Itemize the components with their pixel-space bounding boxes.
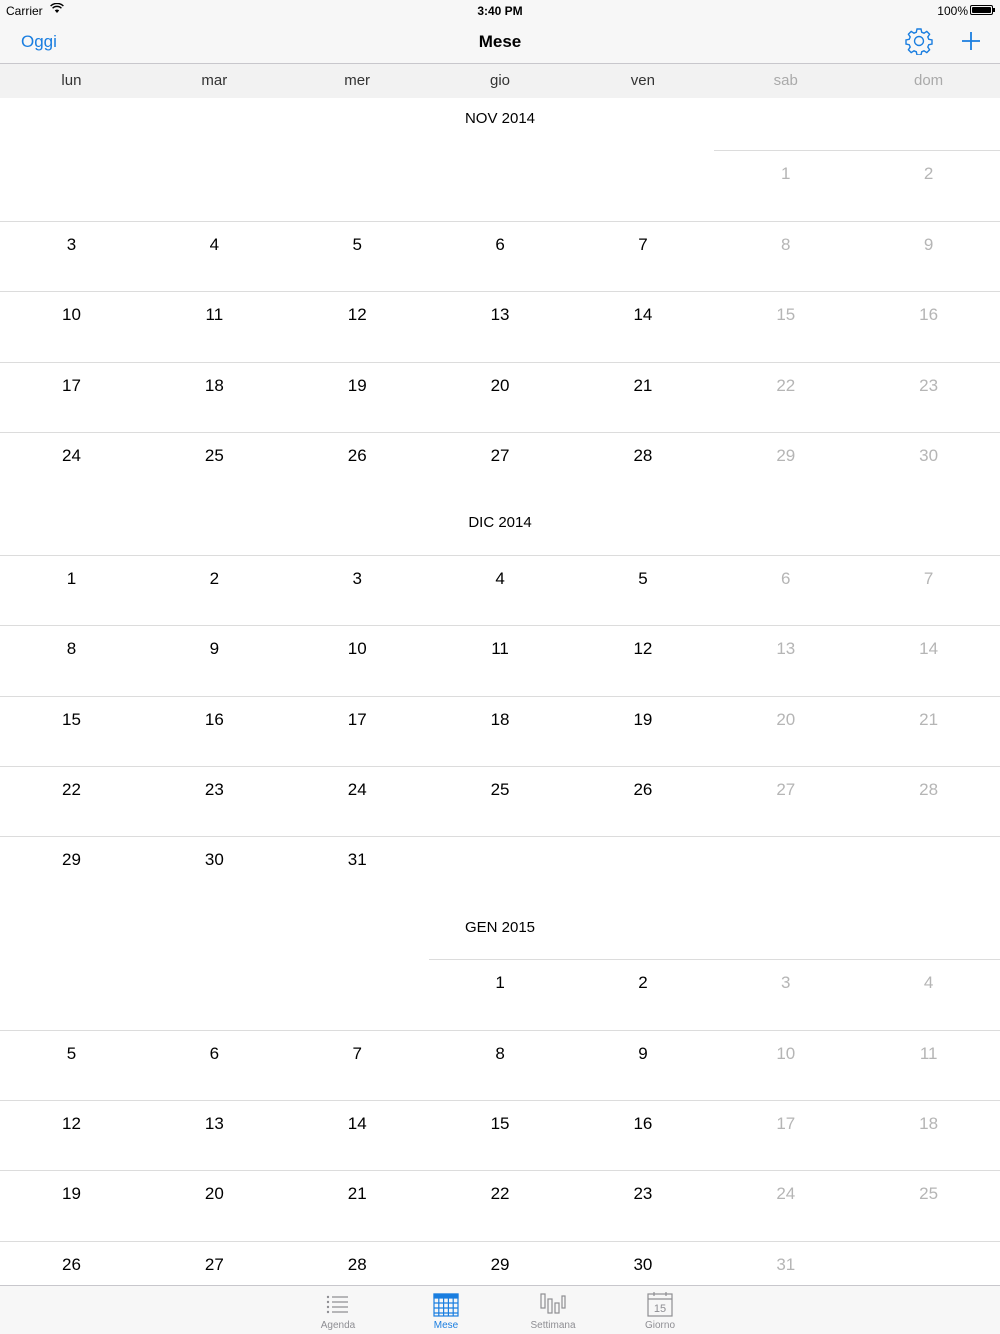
weekday-label: mar — [201, 72, 228, 89]
day-cell[interactable]: 4 — [923, 973, 934, 993]
day-cell[interactable]: 17 — [347, 709, 367, 729]
day-cell[interactable]: 5 — [66, 1043, 77, 1063]
day-calendar-icon — [647, 1291, 673, 1317]
tab-agenda[interactable] — [298, 1286, 378, 1334]
day-cell[interactable]: 24 — [347, 780, 367, 799]
weekday-label: lun — [61, 72, 82, 89]
day-cell[interactable]: 30 — [633, 1254, 653, 1274]
tab-label: Settimana — [530, 1320, 576, 1331]
day-cell[interactable]: 26 — [347, 446, 367, 465]
day-cell[interactable]: 2 — [638, 973, 648, 993]
day-cell[interactable]: 1 — [66, 568, 77, 588]
day-cell[interactable]: 20 — [776, 709, 796, 729]
day-cell[interactable]: 8 — [66, 639, 77, 659]
weekday-label: ven — [630, 72, 655, 89]
day-cell[interactable]: 21 — [919, 709, 939, 729]
battery-icon — [970, 5, 993, 15]
day-cell[interactable]: 21 — [347, 1184, 367, 1204]
day-cell[interactable]: 1 — [781, 164, 791, 184]
day-cell[interactable]: 6 — [781, 568, 791, 588]
month-grid-icon — [433, 1291, 459, 1317]
day-cell[interactable]: 23 — [919, 375, 939, 395]
day-cell[interactable]: 11 — [205, 305, 224, 325]
tab-bar — [0, 1285, 1000, 1334]
day-cell[interactable]: 29 — [776, 446, 796, 465]
day-cell[interactable]: 10 — [347, 639, 367, 659]
week-separator — [0, 221, 1000, 222]
week-separator — [0, 1030, 1000, 1031]
day-cell[interactable]: 3 — [781, 973, 791, 993]
day-cell[interactable]: 20 — [204, 1184, 224, 1204]
day-cell[interactable]: 7 — [352, 1043, 362, 1063]
tab-label: Agenda — [320, 1320, 356, 1331]
day-cell[interactable]: 19 — [62, 1184, 81, 1204]
day-cell[interactable]: 11 — [919, 1043, 938, 1063]
day-cell[interactable]: 8 — [781, 234, 791, 254]
day-cell[interactable]: 12 — [62, 1114, 81, 1133]
day-cell[interactable]: 7 — [923, 568, 934, 588]
day-cell[interactable]: 4 — [495, 568, 505, 588]
day-cell[interactable]: 20 — [490, 375, 510, 395]
week-separator — [429, 959, 1000, 960]
day-cell[interactable]: 27 — [776, 780, 796, 799]
day-cell[interactable]: 23 — [633, 1184, 653, 1204]
tab-label: Giorno — [644, 1320, 675, 1331]
month-title: GEN 2015 — [464, 918, 536, 936]
svg-text:15: 15 — [653, 1303, 667, 1315]
day-cell[interactable]: 29 — [490, 1254, 510, 1274]
day-cell[interactable]: 18 — [204, 375, 224, 395]
week-separator — [0, 836, 1000, 837]
day-cell[interactable]: 7 — [638, 234, 648, 254]
day-cell[interactable]: 1 — [495, 973, 505, 993]
day-cell[interactable]: 3 — [352, 568, 362, 588]
status-time: 3:40 PM — [477, 4, 523, 18]
day-cell[interactable]: 12 — [633, 639, 653, 659]
day-cell[interactable]: 18 — [490, 709, 510, 729]
day-cell[interactable]: 22 — [490, 1184, 510, 1204]
week-separator — [0, 766, 1000, 767]
day-cell[interactable]: 18 — [919, 1114, 939, 1133]
day-cell[interactable]: 22 — [62, 780, 81, 799]
week-separator — [714, 150, 1000, 151]
week-separator — [0, 555, 1000, 556]
day-cell[interactable]: 28 — [919, 780, 939, 799]
day-cell[interactable]: 27 — [490, 446, 510, 465]
day-cell[interactable]: 16 — [919, 305, 939, 325]
day-cell[interactable]: 23 — [204, 780, 224, 799]
day-cell[interactable]: 25 — [204, 446, 224, 465]
navigation-bar — [0, 20, 1000, 63]
day-cell[interactable]: 28 — [633, 446, 653, 465]
day-cell[interactable]: 9 — [923, 234, 934, 254]
day-cell[interactable]: 24 — [62, 446, 81, 465]
day-cell[interactable]: 4 — [209, 234, 220, 254]
day-cell[interactable]: 31 — [776, 1254, 796, 1274]
weekday-label: gio — [489, 72, 511, 89]
week-separator — [0, 1170, 1000, 1171]
day-cell[interactable]: 5 — [638, 568, 648, 588]
day-cell[interactable]: 19 — [347, 375, 367, 395]
day-cell[interactable]: 24 — [776, 1184, 796, 1204]
tab-label: Mese — [433, 1320, 459, 1331]
tab-mese[interactable] — [406, 1286, 486, 1334]
day-cell[interactable]: 13 — [204, 1114, 224, 1133]
day-cell[interactable]: 25 — [490, 780, 510, 799]
tab-settimana[interactable] — [513, 1286, 593, 1334]
week-separator — [0, 696, 1000, 697]
day-cell[interactable]: 15 — [62, 709, 81, 729]
week-bars-icon — [540, 1291, 566, 1317]
day-cell[interactable]: 22 — [776, 375, 796, 395]
day-cell[interactable]: 15 — [776, 305, 796, 325]
week-separator — [0, 362, 1000, 363]
day-cell[interactable]: 14 — [919, 639, 939, 659]
day-cell[interactable]: 3 — [66, 234, 77, 254]
day-cell[interactable]: 16 — [633, 1114, 653, 1133]
day-cell[interactable]: 28 — [347, 1254, 367, 1274]
day-cell[interactable]: 25 — [919, 1184, 939, 1204]
day-cell[interactable]: 12 — [347, 305, 367, 325]
day-cell[interactable]: 14 — [633, 305, 653, 325]
day-cell[interactable]: 2 — [923, 164, 934, 184]
settings-gear-icon[interactable] — [905, 27, 933, 55]
week-separator — [0, 625, 1000, 626]
month-title: DIC 2014 — [468, 514, 532, 532]
page-title: Mese — [478, 32, 522, 51]
weekday-label: sab — [773, 72, 798, 89]
month-calendar — [0, 98, 1000, 1285]
day-cell[interactable]: 9 — [638, 1043, 648, 1063]
day-cell[interactable]: 26 — [633, 780, 653, 799]
day-cell[interactable]: 17 — [776, 1114, 796, 1133]
day-cell[interactable]: 19 — [633, 709, 653, 729]
weekday-label: mer — [344, 72, 371, 89]
day-cell[interactable]: 14 — [347, 1114, 367, 1133]
battery-percent: 100% — [937, 4, 968, 18]
weekday-label: dom — [913, 72, 944, 89]
day-cell[interactable]: 26 — [62, 1254, 81, 1274]
day-cell[interactable]: 16 — [204, 709, 224, 729]
month-title: NOV 2014 — [464, 110, 536, 127]
week-separator — [0, 1100, 1000, 1101]
day-cell[interactable]: 10 — [62, 305, 81, 325]
carrier-label: Carrier — [6, 4, 43, 18]
day-cell[interactable]: 9 — [209, 639, 220, 659]
day-cell[interactable]: 13 — [490, 305, 510, 325]
day-cell[interactable]: 5 — [352, 234, 362, 254]
day-cell[interactable]: 6 — [495, 234, 505, 254]
week-separator — [0, 432, 1000, 433]
day-cell[interactable]: 15 — [490, 1114, 510, 1133]
week-separator — [0, 291, 1000, 292]
day-cell[interactable]: 8 — [495, 1043, 505, 1063]
status-bar — [0, 0, 1000, 20]
today-button[interactable]: Oggi — [21, 32, 57, 51]
day-cell[interactable]: 11 — [491, 639, 509, 659]
add-event-plus-icon[interactable] — [959, 29, 983, 53]
day-cell[interactable]: 13 — [776, 639, 796, 659]
weekday-header — [0, 63, 1000, 98]
list-icon — [325, 1291, 351, 1317]
tab-giorno[interactable] — [620, 1286, 700, 1334]
day-cell[interactable]: 2 — [209, 568, 220, 588]
day-cell[interactable]: 6 — [209, 1043, 220, 1063]
week-separator — [0, 1241, 1000, 1242]
day-cell[interactable]: 29 — [62, 850, 81, 870]
day-cell[interactable]: 30 — [919, 446, 939, 465]
day-cell[interactable]: 30 — [204, 850, 224, 870]
day-cell[interactable]: 31 — [347, 850, 367, 870]
day-cell[interactable]: 21 — [633, 375, 653, 395]
day-cell[interactable]: 17 — [62, 375, 81, 395]
day-cell[interactable]: 10 — [776, 1043, 796, 1063]
day-cell[interactable]: 27 — [204, 1254, 224, 1274]
